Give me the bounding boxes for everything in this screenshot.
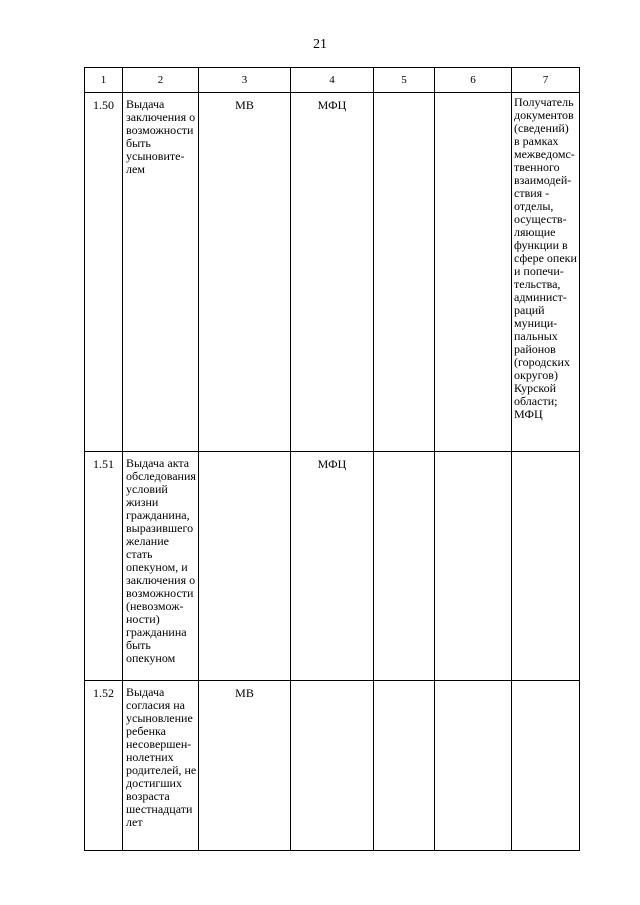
column-header-2: 2	[123, 68, 199, 93]
column-4-value: МФЦ	[291, 452, 374, 681]
column-header-4: 4	[291, 68, 374, 93]
column-3-value: МВ	[199, 93, 291, 452]
column-header-7: 7	[512, 68, 580, 93]
table-row	[85, 93, 580, 452]
service-name-text: Выдача согласия на усыновление ребенка несовершен- нолетних родителей, не достигших возраста шестнадцати лет	[126, 685, 197, 829]
table-row	[85, 452, 580, 681]
service-name	[123, 452, 199, 681]
column-6-value	[435, 93, 512, 452]
recipient-cell	[512, 93, 580, 452]
table-header-row	[85, 68, 580, 93]
recipient-text: Получатель документов (сведений) в рамках межведомс- твенного взаимодей- ствия - отделы, осуществ- ляющие функции в сфере опеки и попечи- тельства, админист- раций муници- пальных районов (городских округов) Курской области; МФЦ	[514, 95, 577, 421]
column-6-value	[435, 681, 512, 851]
service-name	[123, 93, 199, 452]
row-number: 1.50	[85, 93, 123, 452]
services-table	[84, 67, 580, 851]
column-5-value	[374, 93, 435, 452]
recipient-cell	[512, 452, 580, 681]
column-4-value	[291, 681, 374, 851]
column-header-6: 6	[435, 68, 512, 93]
column-4-value: МФЦ	[291, 93, 374, 452]
table-row	[85, 681, 580, 851]
recipient-cell	[512, 681, 580, 851]
service-name	[123, 681, 199, 851]
column-3-value: МВ	[199, 681, 291, 851]
column-3-value	[199, 452, 291, 681]
column-header-5: 5	[374, 68, 435, 93]
row-number: 1.52	[85, 681, 123, 851]
column-header-1: 1	[85, 68, 123, 93]
page-number: 21	[313, 37, 327, 52]
service-name-text: Выдача заключения о возможности быть усыновите- лем	[126, 97, 196, 176]
column-5-value	[374, 452, 435, 681]
service-name-text: Выдача акта обследования условий жизни гражданина, выразившего желание стать опекуном, и заключения о возможности (невозмож- ности) гражданина быть опекуном	[126, 456, 196, 665]
column-5-value	[374, 681, 435, 851]
row-number: 1.51	[85, 452, 123, 681]
column-6-value	[435, 452, 512, 681]
column-header-3: 3	[199, 68, 291, 93]
